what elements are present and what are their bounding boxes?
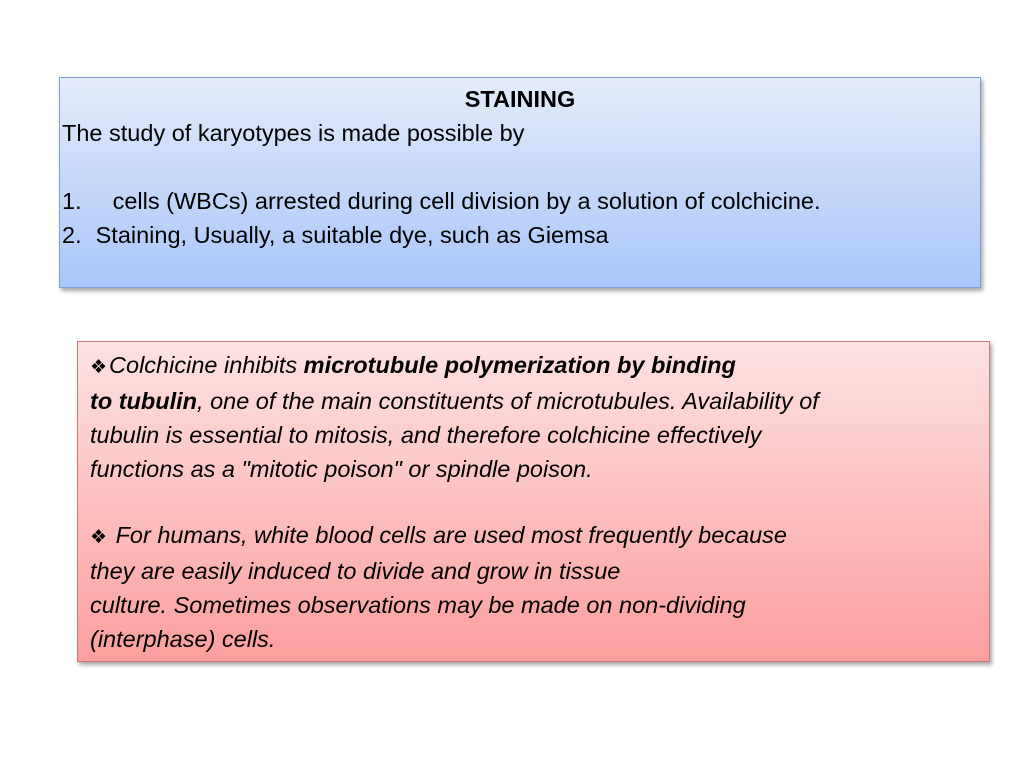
para1-bold-text-2: to tubulin (90, 388, 198, 414)
para1-text-2: , one of the main constituents of microtubules. Availability of (197, 388, 819, 414)
staining-intro: The study of karyotypes is made possible by (62, 120, 525, 146)
para1-bold-text: microtubule polymerization by binding (303, 352, 736, 378)
para1-line-3: tubulin is essential to mitosis, and therefore colchicine effectively (90, 422, 762, 448)
staining-list-item-2 (62, 218, 609, 252)
para2-line-4: (interphase) cells. (90, 626, 276, 652)
staining-box (59, 77, 981, 288)
diamond-bullet-icon: ❖ (90, 526, 108, 548)
para2-line-3: culture. Sometimes observations may be made on non-dividing (90, 592, 746, 618)
colchicine-paragraph (90, 348, 975, 486)
list-item-text: cells (WBCs) arrested during cell division by a solution of colchicine. (112, 188, 821, 214)
list-number: 2. (62, 222, 82, 248)
para1-text: Colchicine inhibits (109, 352, 304, 378)
colchicine-box (77, 341, 990, 662)
staining-list-item-1 (62, 184, 821, 218)
white-blood-cells-paragraph (90, 518, 975, 656)
para2-line-1: For humans, white blood cells are used most frequently because (109, 522, 787, 548)
para2-line-2: they are easily induced to divide and grow in tissue (90, 558, 621, 584)
staining-title: STAINING (464, 86, 576, 112)
list-item-text: Staining, Usually, a suitable dye, such as Giemsa (95, 222, 609, 248)
diamond-bullet-icon: ❖ (90, 356, 108, 378)
para1-line-4: functions as a "mitotic poison" or spindle poison. (90, 456, 593, 482)
list-number: 1. (62, 188, 82, 214)
